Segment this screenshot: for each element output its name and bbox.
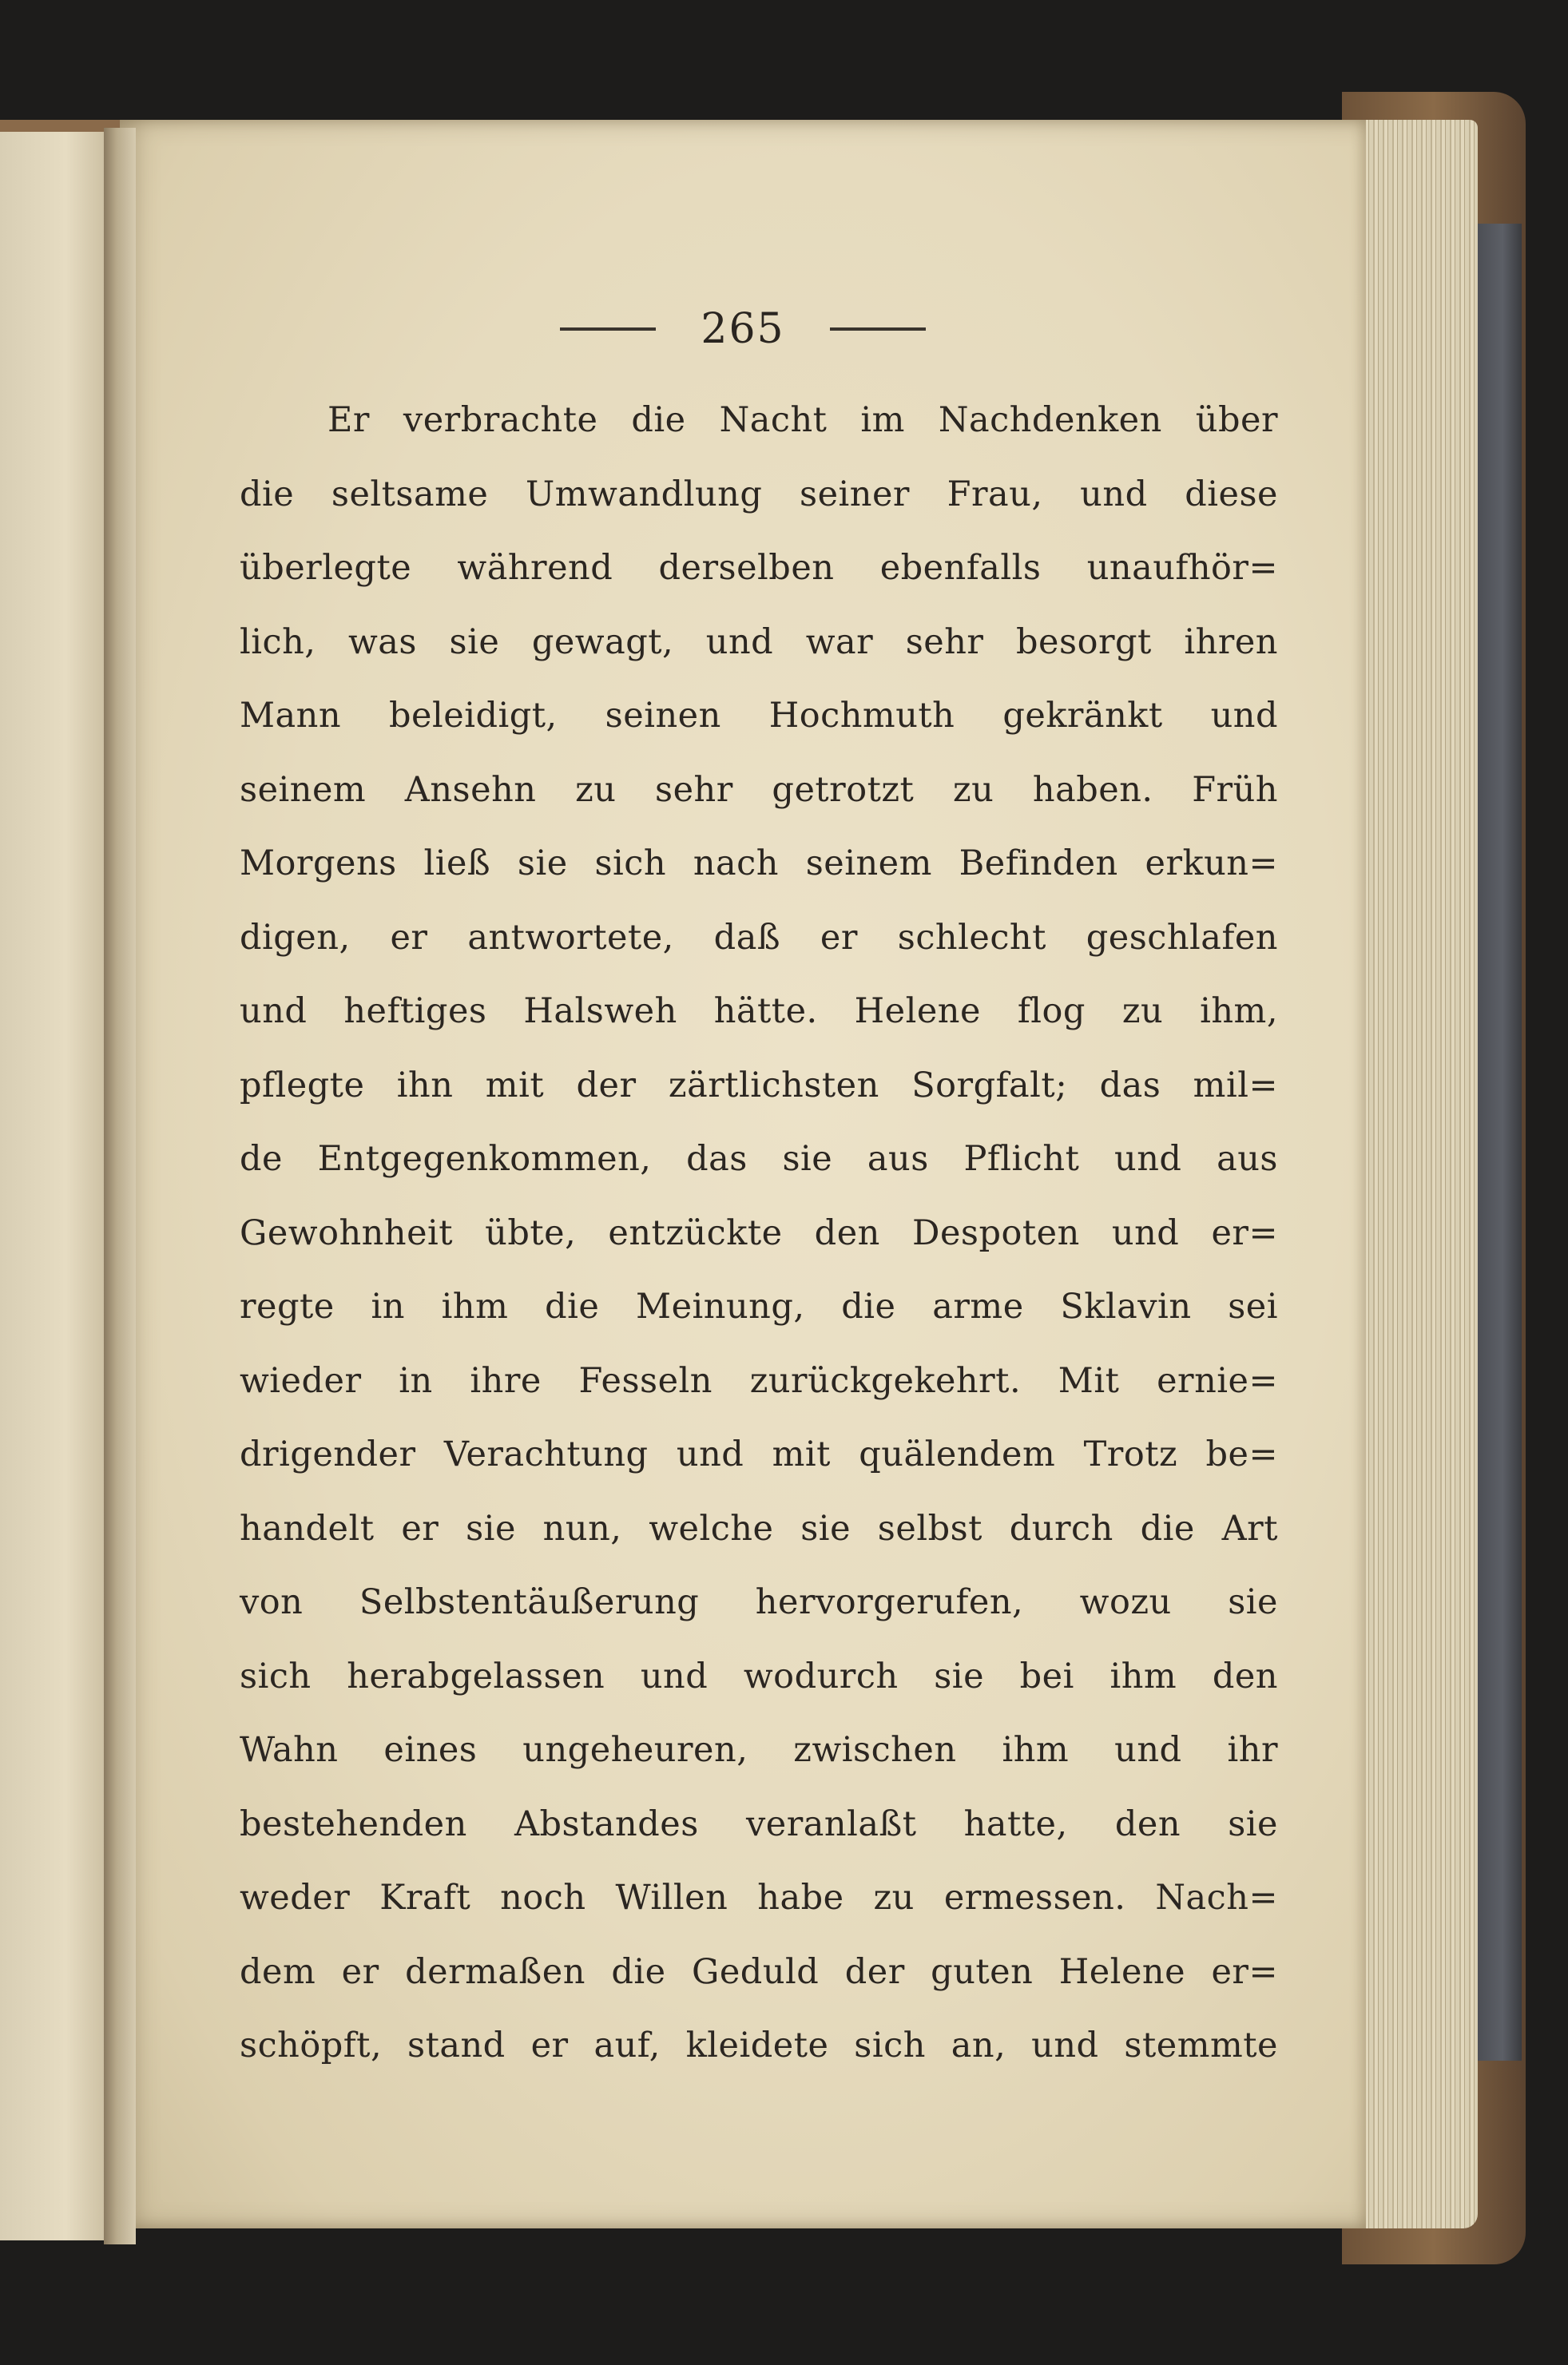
text-line: de Entgegenkommen, das sie aus Pflicht und aus xyxy=(240,1139,1278,1179)
text-line: Wahn eines ungeheuren, zwischen ihm und ihr xyxy=(240,1730,1278,1770)
text-line: regte in ihm die Meinung, die arme Sklavin sei xyxy=(240,1287,1278,1327)
text-line: weder Kraft noch Willen habe zu ermessen. Nach= xyxy=(240,1878,1278,1918)
text-line: Mann beleidigt, seinen Hochmuth gekränkt und xyxy=(240,696,1278,736)
text-line: überlegte während derselben ebenfalls unaufhör= xyxy=(240,548,1278,588)
text-line: drigender Verachtung und mit quälendem Trotz be= xyxy=(240,1434,1278,1474)
page-block-edges xyxy=(1350,120,1478,2228)
text-line: bestehenden Abstandes veranlaßt hatte, den sie xyxy=(240,1804,1278,1844)
page-header xyxy=(120,302,1366,353)
text-line: von Selbstentäußerung hervorgerufen, wozu sie xyxy=(240,1582,1278,1622)
page-number: 265 xyxy=(701,304,785,353)
text-line: Er verbrachte die Nacht im Nachdenken über xyxy=(327,400,1278,440)
text-line: pflegte ihn mit der zärtlichsten Sorgfalt; das mil= xyxy=(240,1065,1278,1105)
previous-page-edge xyxy=(0,132,120,2240)
text-line: handelt er sie nun, welche sie selbst durch die Art xyxy=(240,1508,1278,1549)
text-line: die seltsame Umwandlung seiner Frau, und diese xyxy=(240,474,1278,514)
cover-cloth-strip xyxy=(1474,224,1522,2061)
text-line: Gewohnheit übte, entzückte den Despoten und er= xyxy=(240,1212,1278,1253)
text-line: wieder in ihre Fesseln zurückgekehrt. Mit ernie= xyxy=(240,1360,1278,1401)
text-line: dem er dermaßen die Geduld der guten Helene er= xyxy=(240,1951,1278,1992)
book-page xyxy=(120,120,1366,2228)
text-line: schöpft, stand er auf, kleidete sich an, und stemmte xyxy=(240,2026,1278,2065)
book-gutter xyxy=(104,128,136,2244)
text-line: seinem Ansehn zu sehr getrotzt zu haben. Früh xyxy=(240,769,1278,810)
body-text xyxy=(240,383,1278,2083)
header-rule-left xyxy=(560,327,656,331)
text-line: lich, was sie gewagt, und war sehr besorgt ihren xyxy=(240,621,1278,662)
text-line: digen, er antwortete, daß er schlecht geschlafen xyxy=(240,917,1278,958)
text-line: Morgens ließ sie sich nach seinem Befinden erkun= xyxy=(240,843,1278,883)
text-line: sich herabgelassen und wodurch sie bei ihm den xyxy=(240,1656,1278,1696)
text-line: und heftiges Halsweh hätte. Helene flog zu ihm, xyxy=(240,991,1278,1031)
header-rule-right xyxy=(830,327,926,331)
